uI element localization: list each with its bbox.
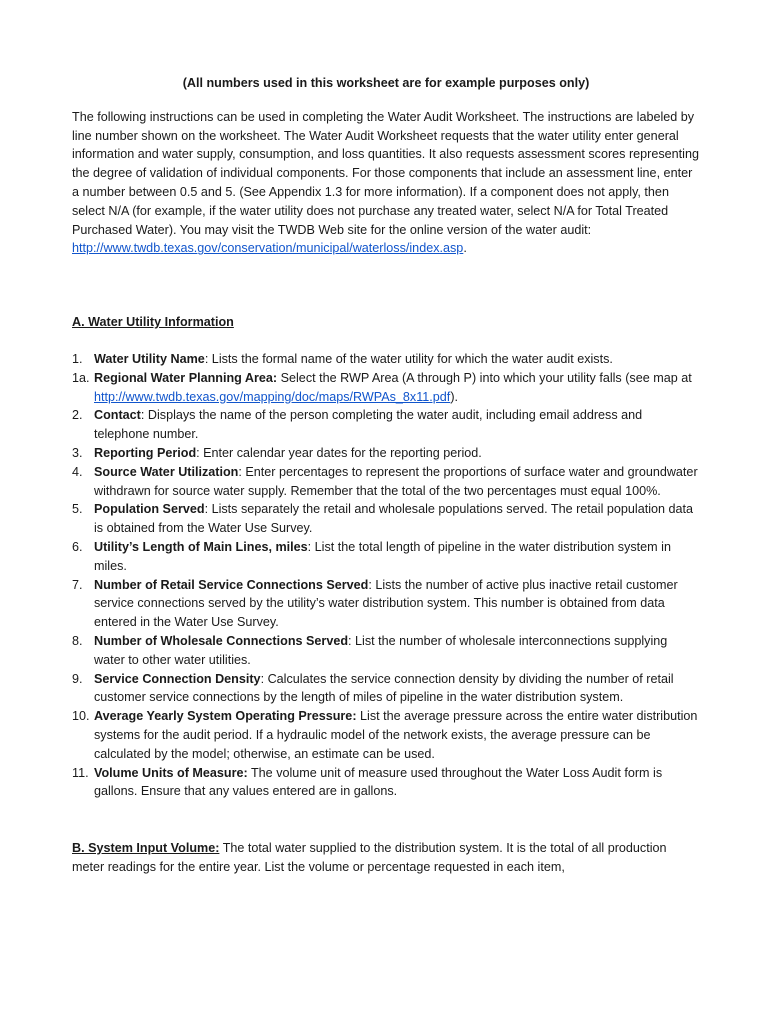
list-item bbox=[72, 500, 700, 538]
list-item-number: 9. bbox=[72, 671, 83, 686]
list-item bbox=[72, 632, 700, 670]
list-item bbox=[72, 576, 700, 632]
list-item-body bbox=[94, 369, 700, 407]
list-item-number: 4. bbox=[72, 464, 83, 479]
document-page bbox=[72, 74, 700, 877]
list-item bbox=[72, 670, 700, 708]
list-item-body bbox=[94, 632, 700, 670]
list-item-term: Water Utility Name bbox=[94, 351, 205, 366]
water-loss-audit-link[interactable]: http://www.twdb.texas.gov/conservation/municipal/waterloss/index.asp bbox=[72, 241, 464, 256]
list-item-number: 3. bbox=[72, 445, 83, 460]
list-item-number: 6. bbox=[72, 539, 83, 554]
list-item bbox=[72, 538, 700, 576]
intro-paragraph bbox=[72, 108, 700, 258]
list-item-number: 2. bbox=[72, 408, 83, 423]
list-item-term: Number of Wholesale Connections Served bbox=[94, 633, 349, 648]
list-item-text: : Enter percentages to represent the proportions of surface water and groundwater withdrawn for source water supply. Remember that the total of the two percentages must equal 100%. bbox=[94, 464, 698, 498]
list-item-number: 10. bbox=[72, 709, 90, 724]
list-item-term: Number of Retail Service Connections Served bbox=[94, 577, 369, 592]
list-item-number: 11. bbox=[72, 765, 89, 780]
list-item bbox=[72, 444, 700, 463]
list-item-body bbox=[94, 670, 700, 708]
list-item-body bbox=[94, 463, 700, 501]
list-item-text: : Lists the formal name of the water utility for which the water audit exists. bbox=[204, 351, 613, 366]
list-item-text: Select the RWP Area (A through P) into which your utility falls (see map at bbox=[277, 370, 692, 385]
list-item-term: Average Yearly System Operating Pressure: bbox=[94, 709, 357, 724]
list-item bbox=[72, 707, 700, 763]
list-item-number: 8. bbox=[72, 633, 83, 648]
list-item-term: Source Water Utilization bbox=[94, 464, 239, 479]
list-item bbox=[72, 369, 700, 407]
list-item-text: : List the number of wholesale interconnections supplying water to other water utilities. bbox=[94, 633, 668, 667]
section-b-paragraph bbox=[72, 839, 700, 877]
list-item-term: Population Served bbox=[94, 502, 205, 517]
list-item-body bbox=[94, 764, 700, 802]
list-item-text: : Lists separately the retail and wholesale populations served. The retail population data is obtained from the Water Use Survey. bbox=[94, 502, 694, 536]
list-item-text: : Lists the number of active plus inactive retail customer service connections served by the utility’s water distribution system. This number is obtained from data entered in the Water Use Survey. bbox=[94, 577, 678, 630]
list-item-text: : List the total length of pipeline in the water distribution system in miles. bbox=[94, 539, 671, 573]
list-item bbox=[72, 764, 700, 802]
list-item-text: List the average pressure across the entire water distribution systems for the audit period. If a hydraulic model of the network exists, the average pressure can be calculated by the model; otherwise, an estimate can be used. bbox=[94, 709, 698, 761]
section-a-list bbox=[72, 350, 700, 801]
list-item-number: 1a. bbox=[72, 370, 90, 385]
list-item-after-link: ). bbox=[450, 389, 459, 404]
list-item-body bbox=[94, 538, 700, 576]
list-item-body bbox=[94, 444, 700, 463]
list-item-number: 5. bbox=[72, 502, 83, 517]
list-item-text: : Enter calendar year dates for the reporting period. bbox=[196, 445, 482, 460]
list-item bbox=[72, 350, 700, 369]
list-item-number: 7. bbox=[72, 577, 83, 592]
section-a-heading: A. Water Utility Information bbox=[72, 315, 234, 330]
list-item-body bbox=[94, 500, 700, 538]
list-item-body bbox=[94, 406, 700, 444]
list-item-term: Regional Water Planning Area: bbox=[94, 370, 278, 385]
list-item-body bbox=[94, 576, 700, 632]
list-item-number: 1. bbox=[72, 351, 83, 366]
list-item-term: Contact bbox=[94, 408, 141, 423]
list-item-text: The volume unit of measure used throughout the Water Loss Audit form is gallons. Ensure that any values entered are in gallons. bbox=[94, 765, 663, 799]
disclaimer: (All numbers used in this worksheet are for example purposes only) bbox=[182, 76, 590, 90]
rwpa-map-link[interactable]: http://www.twdb.texas.gov/mapping/doc/maps/RWPAs_8x11.pdf bbox=[94, 389, 451, 404]
intro-after-link: . bbox=[463, 241, 467, 256]
section-b-text: The total water supplied to the distribution system. It is the total of all production meter readings for the entire year. List the volume or percentage requested in each item, bbox=[72, 841, 667, 874]
list-item-text: : Calculates the service connection density by dividing the number of retail customer service connections by the length of miles of pipeline in the water distribution system. bbox=[94, 671, 674, 705]
section-b-heading: B. System Input Volume: bbox=[72, 841, 220, 856]
list-item bbox=[72, 463, 700, 501]
list-item-term: Utility’s Length of Main Lines, miles bbox=[94, 539, 308, 554]
intro-text: The following instructions can be used in completing the Water Audit Worksheet. The instructions are labeled by line number shown on the worksheet. The Water Audit Worksheet requests that the water utility enter general information and water supply, consumption, and loss quantities. It also requests assessment scores representing the degree of validation of individual components. For those components that include an assessment line, enter a number between 0.5 and 5. (See Appendix 1.3 for more information). If a component does not apply, then select N/A (for example, if the water utility does not purchase any treated water, select N/A for Total Treated Purchased Water). You may visit the TWDB Web site for the online version of the water audit: bbox=[72, 109, 699, 237]
list-item-term: Service Connection Density bbox=[94, 671, 261, 686]
list-item-term: Volume Units of Measure: bbox=[94, 765, 248, 780]
list-item-text: : Displays the name of the person completing the water audit, including email address and telephone number. bbox=[94, 408, 643, 442]
list-item-body bbox=[94, 350, 700, 369]
list-item bbox=[72, 406, 700, 444]
list-item-body bbox=[94, 707, 700, 763]
list-item-term: Reporting Period bbox=[94, 445, 197, 460]
